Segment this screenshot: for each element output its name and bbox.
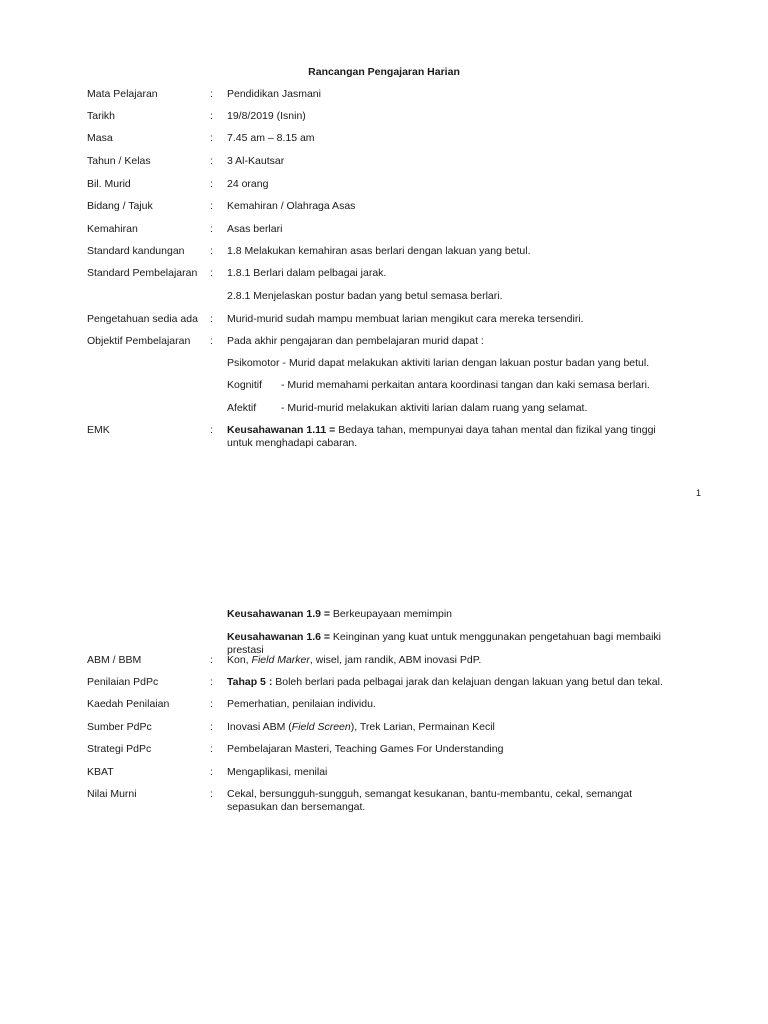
row-value: Murid-murid sudah mampu membuat larian mengikut cara mereka tersendiri. [227, 313, 584, 325]
row-value: Pendidikan Jasmani [227, 88, 321, 100]
row-label: Mata Pelajaran [87, 88, 158, 100]
objective-text: - Murid-murid melakukan aktiviti larian dalam ruang yang selamat. [281, 402, 588, 414]
row-value: 1.8.1 Berlari dalam pelbagai jarak. [227, 267, 387, 279]
emk-item-code: Keusahawanan 1.9 = [227, 608, 331, 620]
row-value: 2.8.1 Menjelaskan postur badan yang betul semasa berlari. [227, 290, 503, 302]
row-value: Pemerhatian, penilaian individu. [227, 698, 376, 710]
row-label: ABM / BBM [87, 654, 142, 666]
objective-domain: Psikomotor - [227, 357, 286, 369]
value-bold: Tahap 5 : [227, 676, 273, 688]
emk-item-code: Keusahawanan 1.11 = [227, 424, 336, 436]
row-label: Nilai Murni [87, 788, 137, 800]
row-label: Tarikh [87, 110, 116, 122]
row-standard-kandungan [0, 245, 768, 261]
value-part: Kon, [227, 654, 252, 666]
row-tahun-kelas [0, 155, 768, 171]
row-tarikh [0, 110, 768, 126]
objective-text: Murid dapat melakukan aktiviti larian dengan lakuan postur badan yang betul. [289, 357, 650, 369]
emk-item-text: Berkeupayaan memimpin [330, 608, 452, 620]
page-title: Rancangan Pengajaran Harian [308, 66, 460, 78]
row-colon: : [210, 313, 213, 325]
emk-item-code: Keusahawanan 1.6 = [227, 631, 331, 643]
row-label: Bil. Murid [87, 178, 131, 190]
row-colon: : [210, 654, 213, 666]
row-label: Strategi PdPc [87, 743, 152, 755]
row-strategi-pdpc [0, 743, 768, 759]
row-label: Objektif Pembelajaran [87, 335, 191, 347]
row-standard-pembelajaran [0, 267, 768, 283]
objective-afektif [0, 402, 768, 418]
row-bil-murid [0, 178, 768, 194]
row-value: 24 orang [227, 178, 269, 190]
row-value: Cekal, bersungguh-sungguh, semangat kesukanan, bantu-membantu, cekal, semangat sepasukan dan bersemangat. [227, 788, 633, 813]
row-colon: : [210, 335, 213, 347]
row-masa [0, 132, 768, 148]
row-emk [0, 424, 768, 454]
value-part: , wisel, jam randik, ABM inovasi PdP. [309, 654, 482, 666]
emk-item [227, 608, 687, 621]
row-kaedah-penilaian [0, 698, 768, 714]
row-value: 19/8/2019 (Isnin) [227, 110, 306, 122]
row-colon: : [210, 178, 213, 190]
emk-continuation-2 [0, 631, 768, 656]
row-colon: : [210, 676, 213, 688]
objective-domain: Kognitif [227, 379, 263, 391]
objective-domain: Afektif [227, 402, 257, 414]
row-colon: : [210, 766, 213, 778]
objective-psikomotor [0, 357, 768, 373]
row-label: Kemahiran [87, 223, 138, 235]
value-part: ), Trek Larian, Permainan Kecil [350, 721, 495, 733]
row-colon: : [210, 245, 213, 257]
emk-item [227, 424, 672, 450]
row-colon: : [210, 200, 213, 212]
row-value [227, 721, 687, 734]
row-colon: : [210, 88, 213, 100]
row-label: Sumber PdPc [87, 721, 152, 733]
value-italic: Field Screen [291, 721, 351, 733]
row-colon: : [210, 110, 213, 122]
row-label: Bidang / Tajuk [87, 200, 153, 212]
row-label: Standard Pembelajaran [87, 267, 198, 279]
row-pengetahuan-sedia-ada [0, 313, 768, 329]
row-value [227, 676, 697, 689]
row-colon: : [210, 132, 213, 144]
row-bidang-tajuk [0, 200, 768, 216]
value-italic: Field Marker [251, 654, 310, 666]
row-kemahiran [0, 223, 768, 239]
row-objektif-pembelajaran [0, 335, 768, 351]
row-colon: : [210, 743, 213, 755]
row-value: 3 Al-Kautsar [227, 155, 285, 167]
objective-text: - Murid memahami perkaitan antara koordinasi tangan dan kaki semasa berlari. [281, 379, 650, 391]
value-part: Boleh berlari pada pelbagai jarak dan kelajuan dengan lakuan yang betul dan tekal. [272, 676, 663, 688]
row-penilaian-pdpc [0, 676, 768, 692]
row-value: Asas berlari [227, 223, 283, 235]
row-value: 7.45 am – 8.15 am [227, 132, 315, 144]
value-part: Inovasi ABM ( [227, 721, 292, 733]
row-label: Kaedah Penilaian [87, 698, 170, 710]
row-value: Kemahiran / Olahraga Asas [227, 200, 356, 212]
row-value [227, 654, 687, 667]
row-colon: : [210, 267, 213, 279]
row-mata-pelajaran [0, 88, 768, 104]
row-value: Pembelajaran Masteri, Teaching Games For Understanding [227, 743, 504, 755]
row-label: Pengetahuan sedia ada [87, 313, 198, 325]
page-number: 1 [696, 488, 702, 498]
row-label: KBAT [87, 766, 114, 778]
row-label: Standard kandungan [87, 245, 185, 257]
row-colon: : [210, 424, 213, 436]
row-colon: : [210, 788, 213, 800]
emk-continuation-1 [0, 608, 768, 624]
row-abm-bbm [0, 654, 768, 670]
row-label: Penilaian PdPc [87, 676, 159, 688]
row-value: Pada akhir pengajaran dan pembelajaran murid dapat : [227, 335, 484, 347]
row-colon: : [210, 721, 213, 733]
row-value: Mengaplikasi, menilai [227, 766, 328, 778]
emk-item-text: Keinginan yang kuat untuk menggunakan pengetahuan bagi membaiki prestasi [227, 631, 662, 656]
row-label: Masa [87, 132, 113, 144]
row-colon: : [210, 223, 213, 235]
emk-item-text: Bedaya tahan, mempunyai daya tahan mental dan fizikal yang tinggi untuk menghadapi cabaran. [227, 424, 656, 449]
row-value: 1.8 Melakukan kemahiran asas berlari dengan lakuan yang betul. [227, 245, 531, 257]
row-label: Tahun / Kelas [87, 155, 151, 167]
row-nilai-murni [0, 788, 768, 818]
row-standard-pembelajaran-2 [0, 290, 768, 306]
row-colon: : [210, 155, 213, 167]
row-sumber-pdpc [0, 721, 768, 737]
objective-kognitif [0, 379, 768, 395]
row-kbat [0, 766, 768, 782]
row-label: EMK [87, 424, 110, 436]
row-colon: : [210, 698, 213, 710]
